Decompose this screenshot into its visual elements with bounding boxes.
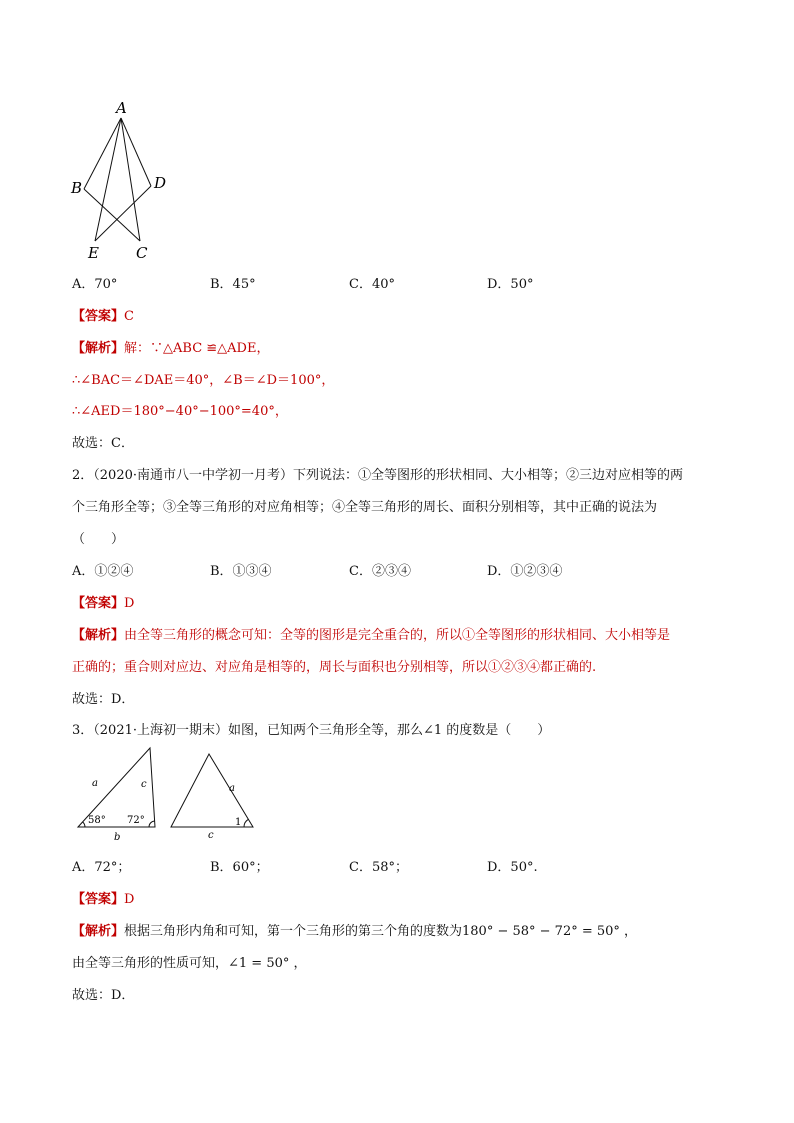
vertex-label-d: D	[154, 174, 167, 192]
q3-option-c: C．58°；	[349, 860, 408, 875]
tri1-angle-72-label: 72°	[127, 815, 145, 826]
q1-option-c: C．40°	[349, 277, 395, 292]
vertex-label-e: E	[88, 244, 99, 262]
analysis-tag: 【解析】	[72, 628, 125, 643]
q3-option-b: B．60°；	[210, 860, 269, 875]
q2-answer	[72, 592, 134, 611]
vertex-label-a: A	[116, 99, 127, 117]
figure-triangles-abcde	[70, 98, 180, 263]
q2-option-c: C．②③④	[349, 564, 411, 579]
answer-value: C	[124, 309, 134, 324]
tri1-side-a-label: a	[92, 778, 98, 789]
vertex-label-c: C	[136, 244, 148, 262]
tri1-angle-58-label: 58°	[88, 815, 106, 826]
answer-value: D	[124, 892, 135, 907]
q1-analysis-line-2: ∴∠BAC＝∠DAE＝40°，∠B＝∠D＝100°，	[72, 373, 335, 388]
analysis-tag: 【解析】	[72, 341, 125, 356]
vertex-label-b: B	[71, 179, 83, 197]
q1-option-d: D．50°	[487, 277, 534, 292]
q2-analysis-line-1: 【解析】由全等三角形的概念可知：全等的图形是完全重合的，所以①全等图形的形状相同、大小相等是	[72, 628, 671, 643]
q1-analysis-line-3: ∴∠AED＝180°−40°−100°=40°，	[72, 404, 288, 419]
q2-stem-line-1: 2．（2020·南通市八一中学初一月考）下列说法：①全等图形的形状相同、大小相等；②三边对应相等的两	[72, 468, 683, 483]
analysis-tag: 【解析】	[72, 924, 125, 939]
answer-tag: 【答案】	[72, 892, 125, 907]
answer-tag: 【答案】	[72, 596, 125, 611]
tri2-angle-1-label: 1	[235, 817, 242, 828]
q3-conclusion: 故选：D．	[72, 988, 135, 1003]
q2-stem-line-3: （ ）	[72, 532, 125, 547]
tri1-side-c-label: c	[141, 779, 147, 790]
q2-stem-line-2: 个三角形全等；③全等三角形的对应角相等；④全等三角形的周长、面积分别相等，其中正确的说法为	[72, 500, 658, 515]
q1-conclusion: 故选：C．	[72, 436, 134, 451]
q2-option-b: B．①③④	[210, 564, 272, 579]
q1-option-b: B．45°	[210, 277, 256, 292]
q1-answer	[72, 305, 134, 324]
q3-analysis-line-2: 由全等三角形的性质可知，∠1 = 50° ，	[72, 956, 307, 971]
q2-option-d: D．①②③④	[487, 564, 563, 579]
q3-option-a: A．72°；	[72, 860, 131, 875]
answer-tag: 【答案】	[72, 309, 125, 324]
q2-option-a: A．①②④	[72, 564, 134, 579]
tri2-side-a-label: a	[229, 783, 235, 794]
q2-conclusion: 故选：D．	[72, 692, 135, 707]
q2-analysis-line-2: 正确的；重合则对应边、对应角是相等的，周长与面积也分别相等，所以①②③④都正确的.	[72, 660, 597, 675]
q1-analysis-line-1: 【解析】解：∵△ABC ≌△ADE，	[72, 341, 270, 356]
q3-answer	[72, 888, 134, 907]
q3-stem: 3．（2021·上海初一期末）如图，已知两个三角形全等，那么∠1 的度数是（ ）	[72, 723, 551, 738]
q3-option-d: D．50°.	[487, 860, 538, 875]
q3-analysis-line-1: 【解析】根据三角形内角和可知，第一个三角形的第三个角的度数为180° − 58° − 72° = 50° ，	[72, 924, 638, 939]
answer-value: D	[124, 596, 135, 611]
tri1-side-b-label: b	[114, 832, 121, 842]
q1-option-a: A．70°	[72, 277, 118, 292]
figure-two-congruent-triangles	[70, 742, 270, 842]
tri2-side-c-label: c	[208, 830, 214, 841]
